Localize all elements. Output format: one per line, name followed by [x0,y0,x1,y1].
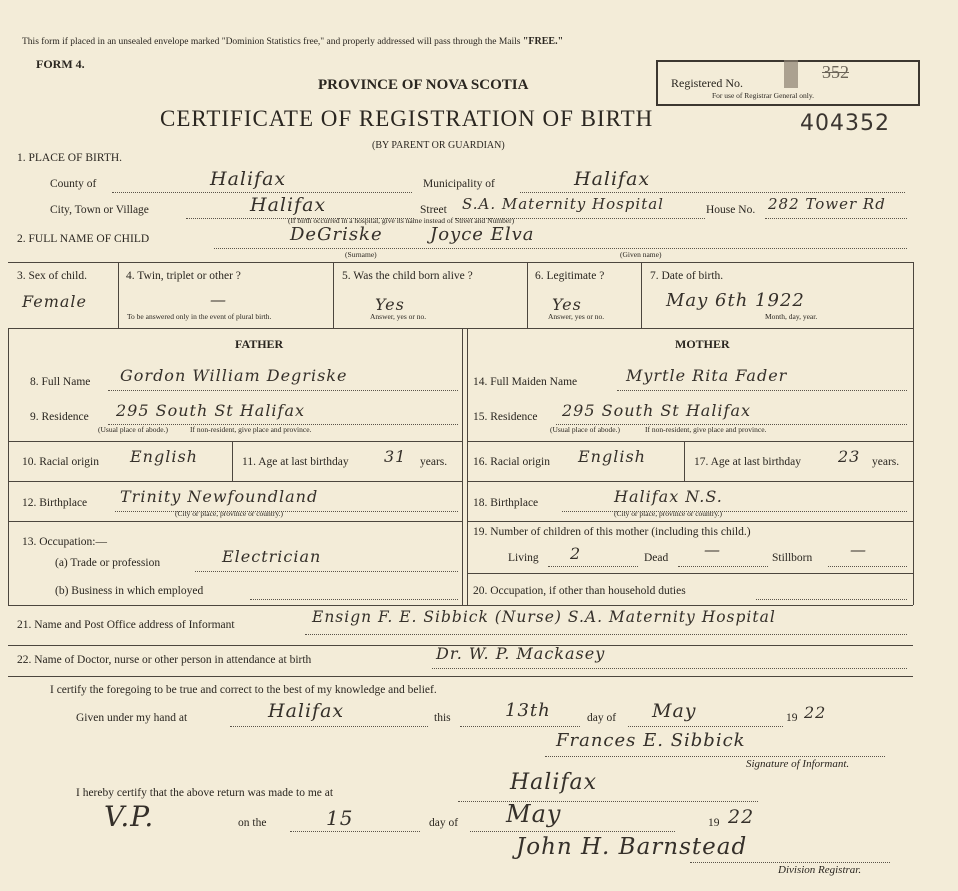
twin-value: — [210,290,227,309]
doctor-value: Dr. W. P. Mackasey [436,644,606,663]
legitimate-note: Answer, yes or no. [548,312,605,321]
municipality-label: Municipality of [423,178,495,190]
stillborn-value: — [850,540,867,559]
sex-label: 3. Sex of child. [17,270,87,282]
father-birthplace-label: 12. Birthplace [22,497,88,509]
county-label: County of [50,178,97,190]
certify-month: May [652,700,697,722]
mother-children-label: 19. Number of children of this mother (including this child.) [473,526,751,538]
legitimate-value: Yes [552,295,582,314]
registrar-on-label: on the [238,817,267,829]
father-racial-value: English [130,447,198,466]
twin-note: To be answered only in the event of plural birth. [127,312,272,321]
date-of-birth-value: May 6th 1922 [666,290,805,311]
mother-name-label: 14. Full Maiden Name [473,376,578,388]
mother-racial-value: English [578,447,646,466]
mother-birthplace-note: (City or place, province or country.) [614,509,723,518]
father-residence-value: 295 South St Halifax [116,401,306,420]
registrar-day: 15 [326,806,354,830]
mail-notice [22,36,563,47]
mother-age-value: 23 [838,447,861,466]
street-label: Street [420,204,447,216]
mother-residence-label: 15. Residence [473,411,538,423]
father-abode-note: (Usual place of abode.) [98,425,168,434]
given-at-place: Halifax [268,700,345,722]
registered-label: Registered No. [671,76,743,90]
stillborn-label: Stillborn [772,552,813,564]
municipality-value: Halifax [574,168,651,190]
mail-notice-text: This form if placed in an unsealed envelope marked "Dominion Statistics free," and properly addressed will pass through the Mails [22,37,521,47]
informant-value: Ensign F. E. Sibbick (Nurse) S.A. Maternity Hospital [312,608,776,626]
certify-statement: I certify the foregoing to be true and correct to the best of my knowledge and belief. [50,684,437,696]
this-label: this [434,712,451,724]
registrar-year: 22 [728,806,755,828]
registered-written-value: 404352 [800,111,890,136]
place-of-birth-heading: 1. PLACE OF BIRTH. [17,152,123,164]
doctor-label: 22. Name of Doctor, nurse or other person in attendance at birth [17,654,312,666]
registration-stamp [784,60,798,88]
mother-abode-note: (Usual place of abode.) [550,425,620,434]
certify-day-of-label: day of [587,712,617,724]
certify-day: 13th [505,700,551,721]
registrar-day-of-label: day of [429,817,459,829]
informant-label: 21. Name and Post Office address of Informant [17,619,235,631]
registrar-year-prefix: 19 [708,817,720,829]
registrar-caption: Division Registrar. [778,864,862,876]
form-number: FORM 4. [36,57,85,71]
alive-note: Answer, yes or no. [370,312,427,321]
given-at-label: Given under my hand at [76,712,188,724]
child-name-label: 2. FULL NAME OF CHILD [17,233,150,245]
county-value: Halifax [210,168,287,190]
mother-nonres-note: If non-resident, give place and province. [645,425,767,434]
father-years-label: years. [420,456,448,468]
dead-value: — [704,540,721,559]
mother-racial-label: 16. Racial origin [473,456,550,468]
mother-heading: MOTHER [675,337,730,351]
certificate-subtitle: (BY PARENT OR GUARDIAN) [372,140,505,151]
registrar-statement: I hereby certify that the above return was made to me at [76,787,334,799]
mother-residence-value: 295 South St Halifax [562,401,752,420]
surname-caption: (Surname) [345,250,377,259]
informant-signature-caption: Signature of Informant. [746,758,850,770]
sex-value: Female [22,292,87,311]
father-name-value: Gordon William Degriske [120,366,348,385]
father-trade-value: Electrician [222,547,322,566]
father-racial-label: 10. Racial origin [22,456,99,468]
city-label: City, Town or Village [50,204,149,216]
registrar-initials: V.P. [104,800,155,833]
father-age-label: 11. Age at last birthday [242,456,349,468]
father-birthplace-value: Trinity Newfoundland [120,487,319,506]
child-surname: DeGriske [290,224,383,245]
alive-label: 5. Was the child born alive ? [342,270,473,282]
registrar-place: Halifax [510,770,598,795]
house-value: 282 Tower Rd [768,195,886,213]
certificate-title: CERTIFICATE OF REGISTRATION OF BIRTH [160,106,654,131]
dead-label: Dead [644,552,669,564]
legitimate-label: 6. Legitimate ? [535,270,605,282]
father-name-label: 8. Full Name [30,376,91,388]
given-caption: (Given name) [620,250,662,259]
father-business-label: (b) Business in which employed [55,585,204,597]
date-of-birth-note: Month, day, year. [765,312,818,321]
house-label: House No. [706,204,756,216]
father-occupation-label: 13. Occupation:— [22,536,107,548]
father-age-value: 31 [384,447,407,466]
certify-year-prefix: 19 [786,712,798,724]
date-of-birth-label: 7. Date of birth. [650,270,724,282]
father-trade-label: (a) Trade or profession [55,557,161,569]
child-given-name: Joyce Elva [430,224,535,245]
registrar-signature: John H. Barnstead [516,834,748,860]
province-title: PROVINCE OF NOVA SCOTIA [318,77,529,93]
mother-age-label: 17. Age at last birthday [694,456,801,468]
mother-birthplace-value: Halifax N.S. [614,487,723,506]
registrar-month: May [506,800,562,828]
mail-notice-free: "FREE." [522,36,564,47]
hospital-note: (If birth occurred in a hospital, give its name instead of Street and Number) [288,216,515,225]
certify-year: 22 [804,703,827,722]
alive-value: Yes [375,295,405,314]
mother-name-value: Myrtle Rita Fader [626,366,788,385]
registered-note: For use of Registrar General only. [712,91,814,100]
mother-birthplace-label: 18. Birthplace [473,497,539,509]
father-residence-label: 9. Residence [30,411,89,423]
living-value: 2 [570,544,582,563]
twin-label: 4. Twin, triplet or other ? [126,270,241,282]
informant-signature: Frances E. Sibbick [556,730,746,751]
father-heading: FATHER [235,337,284,351]
registered-crossed-value: 352 [822,62,849,82]
mother-years-label: years. [872,456,900,468]
city-value: Halifax [250,194,327,216]
mother-occupation-label: 20. Occupation, if other than household duties [473,585,686,597]
street-value: S.A. Maternity Hospital [462,195,664,213]
father-nonres-note: If non-resident, give place and province. [190,425,312,434]
living-label: Living [508,552,539,564]
father-birthplace-note: (City or place, province or country.) [175,509,284,518]
